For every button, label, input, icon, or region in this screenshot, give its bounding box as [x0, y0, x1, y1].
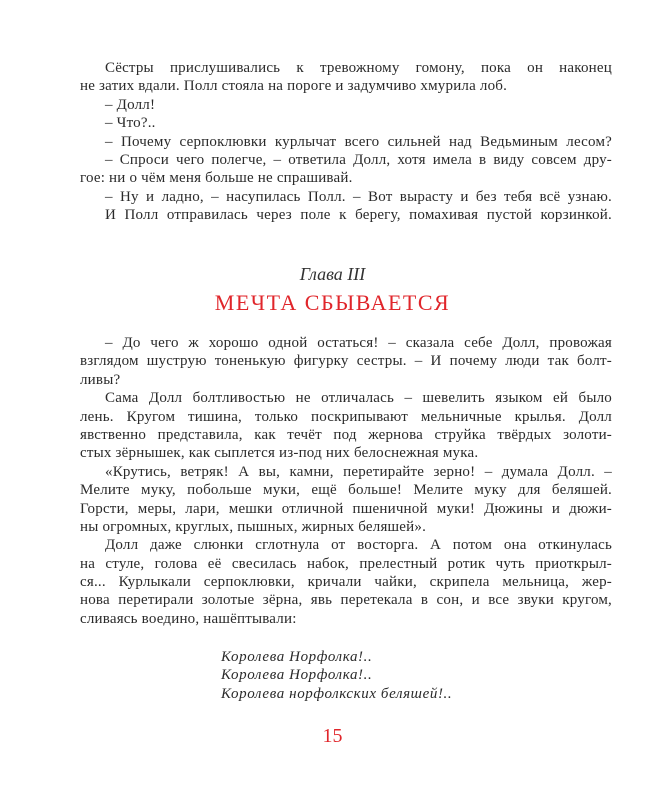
- poem-line: Королева Норфолка!..: [221, 667, 373, 684]
- chapter-body-text: [80, 334, 612, 628]
- text-line: не затих вдали. Полл стояла на пороге и задумчиво хмурила лоб.: [80, 78, 508, 95]
- text-line: взглядом шуструю тоненькую фигурку сестры. – И почему люди так болт-: [80, 353, 612, 370]
- text-line: нова перетирали золотые зёрна, явь перетекала в сон, и все звуки кругом,: [80, 592, 612, 609]
- text-line: – Долл!: [105, 96, 156, 113]
- text-line: ны огромных, круглых, пышных, жирных беляшей».: [80, 518, 427, 535]
- text-line: гое: ни о чём меня больше не спрашивай.: [80, 170, 353, 187]
- text-line: Мелите муку, побольше муки, ещё больше! Мелите муку для беляшей.: [80, 482, 612, 499]
- poem-verse: [221, 648, 452, 703]
- text-section-before-chapter: [80, 59, 612, 225]
- text-line: И Полл отправилась через поле к берегу, помахивая пустой корзинкой.: [105, 207, 612, 224]
- text-line: Долл даже слюнки сглотнула от восторга. А потом она откинулась: [105, 537, 612, 554]
- text-line: ся... Курлыкали серпоклювки, кричали чайки, скрипела мельница, жер-: [80, 574, 612, 591]
- text-line: сливаясь воедино, нашёптывали:: [80, 610, 297, 627]
- text-line: – До чего ж хорошо одной остаться! – сказала себе Долл, провожая: [105, 335, 612, 351]
- text-line: ливы?: [80, 371, 121, 388]
- text-line: «Крутись, ветряк! А вы, камни, перетирайте зерно! – думала Долл. –: [105, 463, 612, 480]
- page-number: 15: [322, 725, 343, 747]
- text-line: на стуле, голова её свесилась набок, прелестный ротик чуть приоткрыл-: [80, 555, 612, 572]
- text-line: лень. Кругом тишина, только поскрипывают мельничные крылья. Долл: [80, 408, 612, 425]
- text-line: – Что?..: [105, 115, 156, 132]
- text-line: – Почему серпоклювки курлычат всего сильней над Ведьминым лесом?: [105, 133, 612, 150]
- text-line: – Ну и ладно, – насупилась Полл. – Вот вырасту и без тебя всё узнаю.: [105, 188, 612, 205]
- text-line: Сёстры прислушивались к тревожному гомону, пока он наконец: [105, 60, 612, 76]
- chapter-number: Глава III: [299, 264, 366, 284]
- poem-line: Королева Норфолка!..: [221, 649, 373, 665]
- chapter-title: МЕЧТА СБЫВАЕТСЯ: [214, 290, 451, 315]
- text-line: стых зёрнышек, как сыплется из-под них белоснежная мука.: [80, 445, 479, 462]
- text-line: Горсти, меры, лари, мешки отличной пшеничной муки! Дюжины и дюжи-: [80, 500, 612, 517]
- text-line: – Спроси чего полегче, – ответила Долл, хотя имела в виду совсем дру-: [105, 151, 612, 168]
- poem-line: Королева норфолкских беляшей!..: [221, 685, 453, 702]
- text-line: Сама Долл болтливостью не отличалась – шевелить языком ей было: [105, 390, 612, 407]
- text-line: явственно представила, как течёт под жернова струйка твёрдых золоти-: [80, 426, 612, 443]
